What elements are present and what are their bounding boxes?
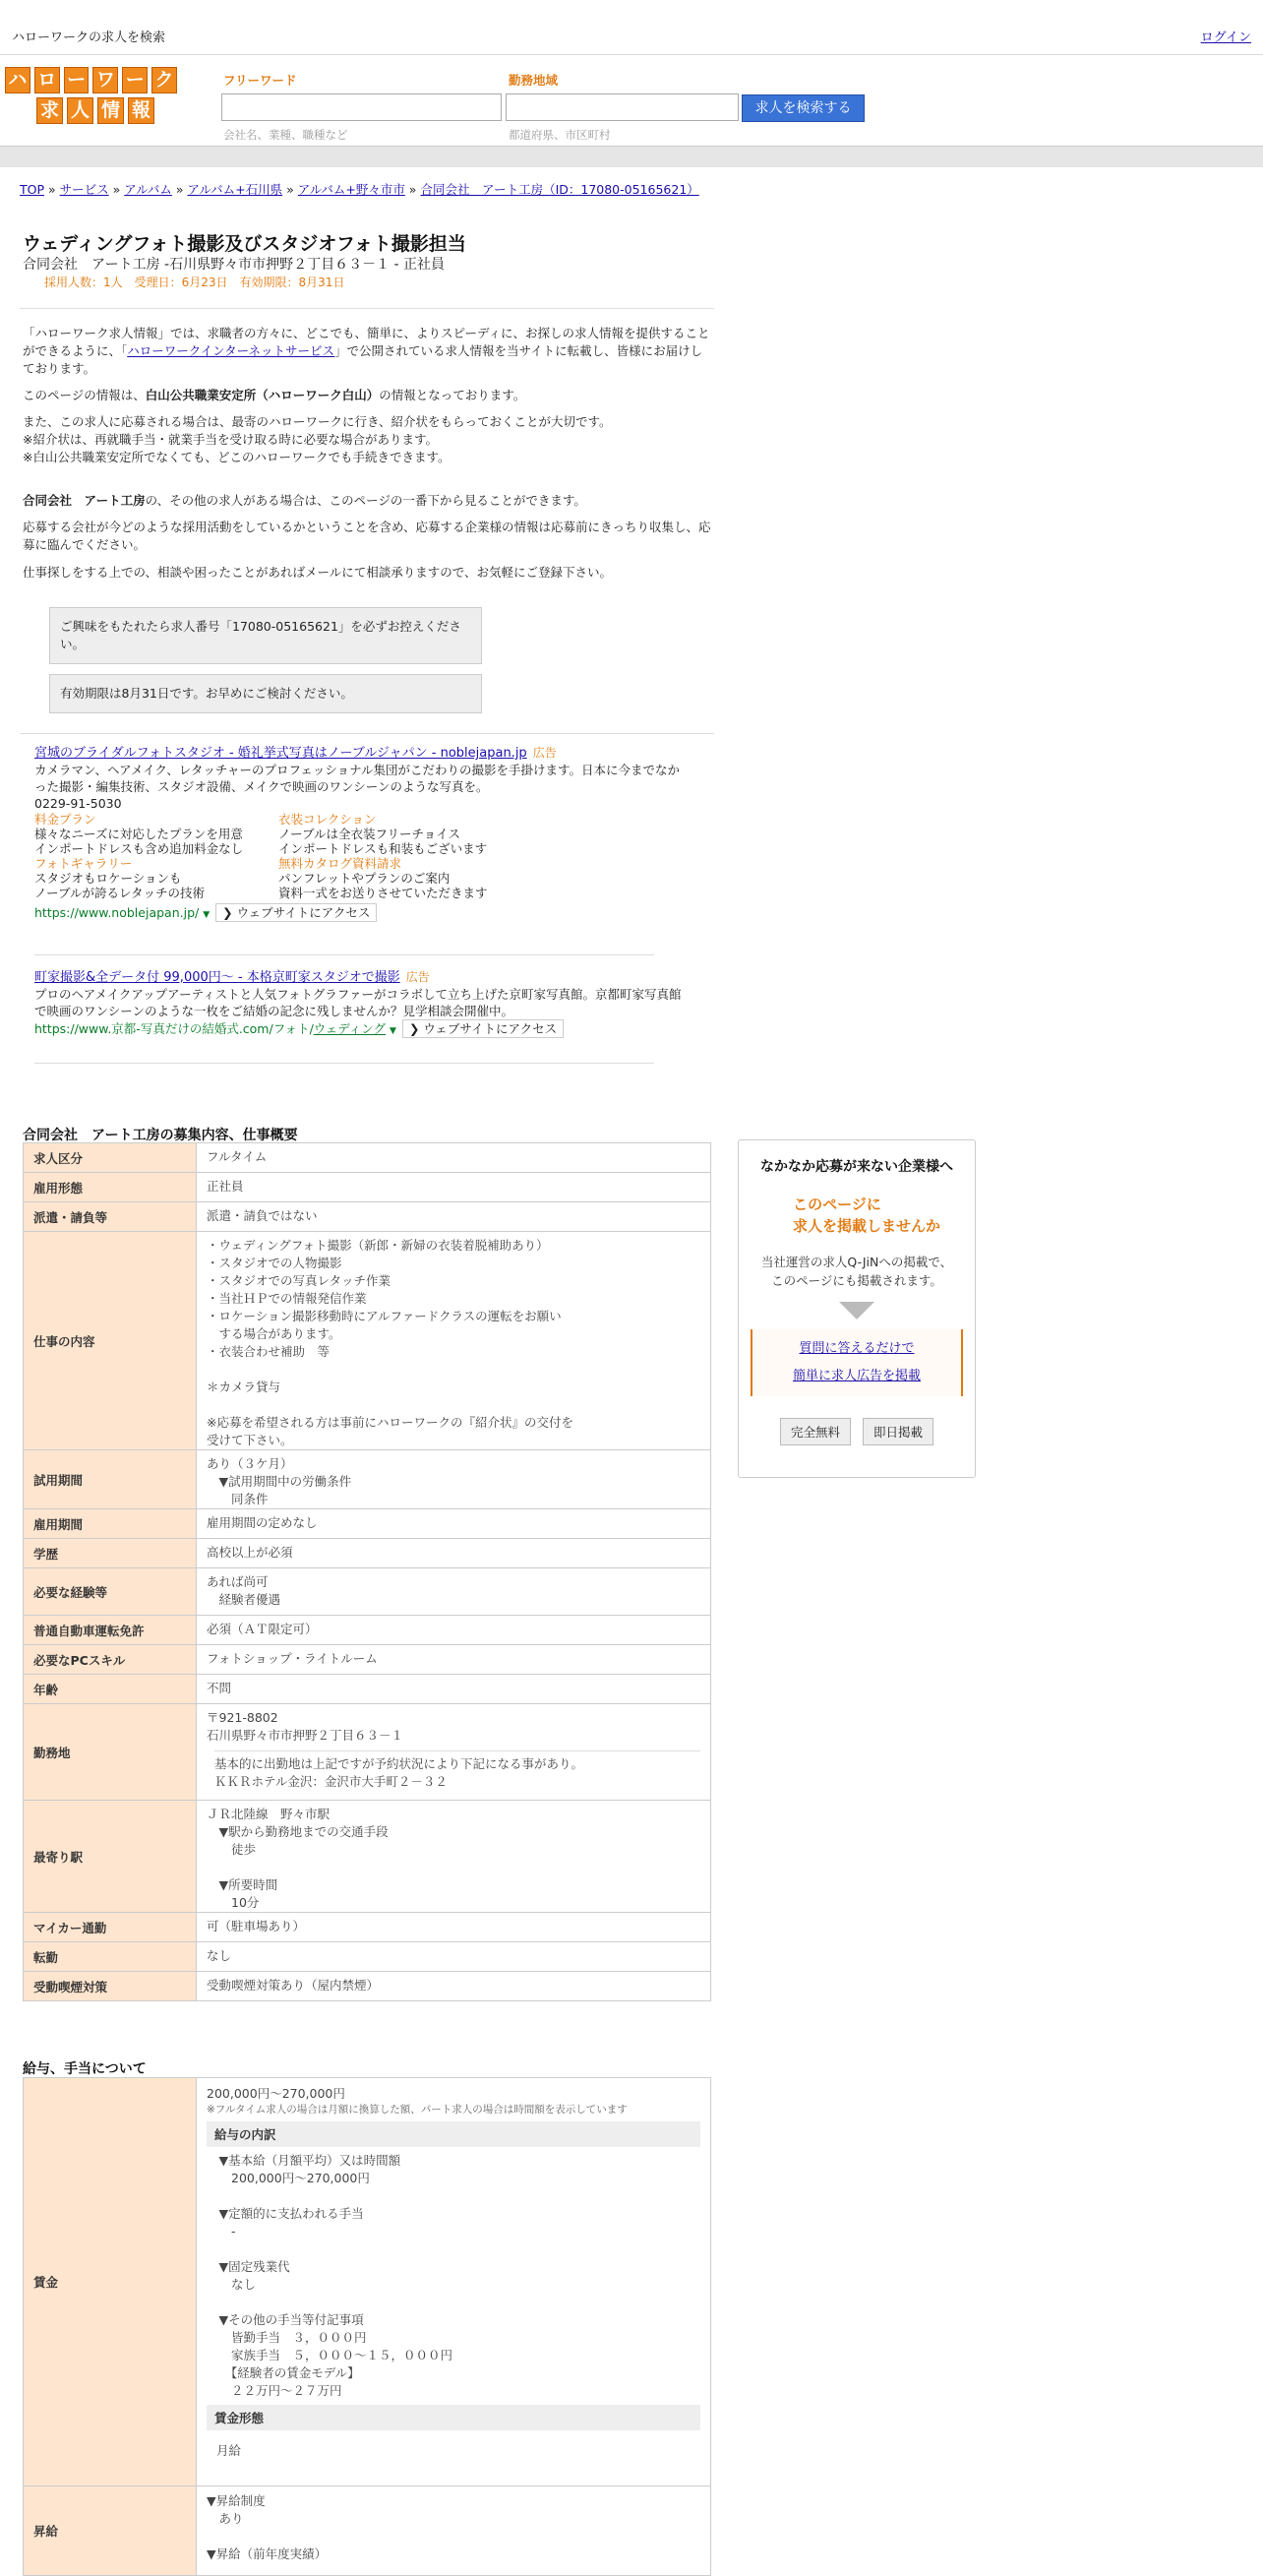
row-value	[197, 1913, 711, 1942]
row-label: 求人区分	[24, 1143, 197, 1173]
row-value-text: フォトショップ・ライトルーム	[207, 1651, 378, 1666]
row-value	[197, 1568, 711, 1616]
ad-phone[interactable]: 0229-91-5030	[34, 796, 122, 811]
hellowork-internet-service-link[interactable]: ハローワークインターネットサービス	[127, 343, 335, 358]
ad-url[interactable]: https://www.noblejapan.jp/	[34, 905, 200, 920]
sitelink-text: ノーブルが誇るレタッチの技術	[34, 886, 206, 900]
row-label: 勤務地	[24, 1704, 197, 1801]
intro-text: の情報となっております。	[379, 388, 526, 402]
sitelink-text: インポートドレスも含め追加料金なし	[34, 841, 244, 856]
row-value-text: ＪＲ北陸線 野々市駅 ▼駅から勤務地までの交通手段 徒歩 ▼所要時間 10分	[207, 1807, 389, 1910]
table-row	[24, 1645, 711, 1675]
advertise-links	[751, 1329, 963, 1396]
row-value	[197, 1173, 711, 1202]
row-value	[197, 1202, 711, 1232]
job-number-note: ご興味をもたれたら求人番号「17080-05165621」を必ずお控えください。	[49, 607, 482, 664]
caret-down-icon[interactable]: ▼	[390, 1026, 396, 1036]
free-badge[interactable]: 完全無料	[780, 1418, 851, 1445]
sitelink-text: ノーブルは全衣装フリーチョイス	[278, 827, 461, 841]
intro-paragraph-5: 応募する会社が今どのような採用活動をしているかということを含め、応募する企業様の情報は応募前にきっちり収集し、応募に臨んでください。	[23, 520, 711, 552]
ad-title-link[interactable]: 町家撮影&全データ付 99,000円～ - 本格京町家スタジオで撮影	[34, 970, 400, 985]
logo-char: ロ	[34, 67, 60, 93]
divider	[34, 954, 654, 955]
advertise-link-questions[interactable]: 質問に答えるだけで	[799, 1341, 915, 1356]
salary-note: ※フルタイム求人の場合は月額に換算した額、パート求人の場合は時間額を表示しています	[207, 2104, 628, 2116]
advertise-badges	[739, 1418, 975, 1445]
logo-char: ハ	[5, 67, 30, 93]
table-row	[24, 1675, 711, 1704]
intro-text: 」で公開されている求人情報を当サイトに転載し、皆様にお届けしております。	[23, 343, 703, 376]
row-value	[197, 1942, 711, 1972]
row-label: 転勤	[24, 1942, 197, 1972]
row-label: 年齢	[24, 1675, 197, 1704]
row-label: 雇用期間	[24, 1509, 197, 1539]
row-value	[197, 1450, 711, 1509]
job-title: ウェディングフォト撮影及びスタジオフォト撮影担当	[23, 233, 466, 255]
row-value	[197, 1972, 711, 2001]
row-label: 必要な経験等	[24, 1568, 197, 1616]
wage-form-heading: 賃金形態	[207, 2405, 700, 2430]
table-row	[24, 1143, 711, 1173]
visit-label: ウェブサイトにアクセス	[236, 905, 371, 920]
row-value	[197, 1704, 711, 1801]
salary-cell	[197, 2078, 711, 2486]
row-value-text: あれば尚可 経験者優遇	[207, 1574, 281, 1607]
table-row	[24, 2486, 711, 2576]
table-row	[24, 2078, 711, 2486]
office-name: 白山公共職業安定所（ハローワーク白山）	[145, 388, 380, 402]
row-value-text: 可（駐車場あり）	[207, 1919, 306, 1933]
row-value	[197, 1539, 711, 1568]
logo-char: ワ	[92, 67, 118, 93]
ad-title-link[interactable]: 宮城のブライダルフォトスタジオ - 婚礼挙式写真はノーブルジャパン - noblejapan.jp	[34, 746, 527, 761]
sitelink-text: インポートドレスも和装もございます	[278, 841, 488, 856]
caret-down-icon[interactable]: ▼	[203, 910, 210, 920]
breakdown-heading: 給与の内訳	[207, 2121, 700, 2147]
chevron-right-icon: ❯	[222, 905, 233, 920]
row-value	[197, 1616, 711, 1645]
section-title-salary: 給与、手当について	[23, 2061, 147, 2077]
table-row	[24, 1568, 711, 1616]
table-row	[24, 1913, 711, 1942]
area-hint: 都道府県、市区町村	[509, 128, 611, 142]
ad-sitelink[interactable]	[278, 856, 534, 900]
ad-url[interactable]: https://www.京都-写真だけの結婚式.com/フォト/	[34, 1021, 314, 1036]
same-day-badge[interactable]: 即日掲載	[863, 1418, 933, 1445]
breadcrumb: TOP » サービス » アルバム » アルバム+石川県 » アルバム+野々市市 » 合同会社 アート工房（ID：17080-05165621）	[20, 182, 699, 197]
row-label: 必要なPCスキル	[24, 1645, 197, 1675]
ad-url-keyword[interactable]: ウェディング	[313, 1021, 387, 1036]
table-row	[24, 1232, 711, 1450]
row-value	[197, 1509, 711, 1539]
row-value	[197, 1675, 711, 1704]
breadcrumb-album[interactable]: アルバム	[124, 182, 172, 197]
breadcrumb-service[interactable]: サービス	[59, 182, 109, 197]
row-value-text: 雇用期間の定めなし	[207, 1515, 318, 1530]
keyword-input[interactable]	[221, 93, 502, 121]
logo-char: ク	[151, 67, 177, 93]
intro-paragraph-1	[23, 325, 711, 378]
area-label: 勤務地域	[509, 73, 559, 88]
ad-badge: 広告	[532, 746, 557, 760]
row-label: 学歴	[24, 1539, 197, 1568]
sitelink-title[interactable]: 無料カタログ資料請求	[278, 856, 402, 871]
sitelink-title[interactable]: フォトギャラリー	[34, 856, 133, 871]
row-label: 派遣・請負等	[24, 1202, 197, 1232]
row-value-text: フルタイム	[207, 1149, 268, 1164]
wage-form: 月給	[216, 2443, 242, 2458]
visit-website-button[interactable]	[215, 903, 377, 922]
company-name: 合同会社 アート工房	[23, 493, 146, 508]
visit-website-button[interactable]	[402, 1019, 564, 1038]
intro-text: 「ハローワーク求人情報」では、求職者の方々に、どこでも、簡単に、よりスピーディに、お探しの求人情報を提供することができるように、「	[23, 326, 710, 358]
row-value-text: あり（３ケ月） ▼試用期間中の労働条件 同条件	[207, 1456, 352, 1506]
table-row	[24, 1509, 711, 1539]
salary-table	[23, 2077, 711, 2576]
table-row	[24, 1616, 711, 1645]
intro-paragraph-6: 仕事探しをする上での、相談や困ったことがあればメールにて相談承りますので、お気軽にご登録下さい。	[23, 565, 613, 580]
row-value-text: 高校以上が必須	[207, 1545, 293, 1560]
breadcrumb-top[interactable]: TOP	[20, 182, 45, 197]
ad-description: プロのヘアメイクアップアーティストと人気フォトグラファーがコラボして立ち上げた京町家写真館。京都町家写真館で映画のワンシーンのような一枚をご結婚の記念に残しませんか？見学相談会開催中。	[34, 987, 682, 1018]
row-label: 雇用形態	[24, 1173, 197, 1202]
row-value-text: 派遣・請負ではない	[207, 1208, 318, 1223]
job-meta: 採用人数：1人 受理日：6月23日 有効期限：8月31日	[44, 276, 345, 289]
logo-char: ー	[122, 67, 148, 93]
row-label: 受動喫煙対策	[24, 1972, 197, 2001]
row-label: 最寄り駅	[24, 1801, 197, 1913]
top-bar	[0, 0, 1263, 55]
sitelink-text: スタジオもロケーションも	[34, 871, 182, 886]
table-row	[24, 1450, 711, 1509]
row-value-text: 正社員	[207, 1179, 244, 1194]
breadcrumb-album-nonoichi[interactable]: アルバム+野々市市	[297, 182, 405, 197]
row-note: 基本的に出勤地は上記ですが予約状況により下記になる事があり。 ＫＫＲホテル金沢：金沢市大手町２－３２	[214, 1750, 700, 1791]
salary-breakdown: ▼基本給（月額平均）又は時間額 200,000円〜270,000円 ▼定額的に支払われる手当 - ▼固定残業代 なし ▼その他の手当等付記事項 皆勤手当 ３，０００円 家族手当 ５，０００～１５，０００円 【経験者の賃金モデル】 ２２万円～２７万円	[218, 2153, 453, 2398]
site-title: ハローワークの求人を検索	[12, 31, 166, 45]
row-label: 試用期間	[24, 1450, 197, 1509]
intro-paragraph-2	[23, 387, 711, 404]
sitelink-title[interactable]: 料金プラン	[34, 812, 96, 827]
table-row	[24, 1942, 711, 1972]
hellowork-logo[interactable]	[5, 67, 177, 122]
row-value-text: 不問	[207, 1681, 232, 1695]
advertise-link-post[interactable]: 簡単に求人広告を掲載	[792, 1369, 921, 1383]
advertise-description: 当社運営の求人Q-JiNへの掲載で、 このページにも掲載されます。	[760, 1255, 953, 1288]
deadline-note: 有効期限は8月31日です。お早めにご検討ください。	[49, 674, 482, 713]
row-value	[197, 1143, 711, 1173]
table-row	[24, 1801, 711, 1913]
row-label: 賃金	[24, 2078, 197, 2486]
row-label: 仕事の内容	[24, 1232, 197, 1450]
section-title-job-overview: 合同会社 アート工房の募集内容、仕事概要	[23, 1128, 298, 1143]
row-value-text: なし	[207, 1948, 232, 1963]
row-value-text: 必須（ＡＴ限定可）	[207, 1622, 318, 1636]
table-row	[24, 1539, 711, 1568]
ad-kyomachiya	[34, 968, 684, 1040]
logo-char: 人	[67, 97, 93, 124]
arrow-down-icon	[839, 1302, 874, 1319]
row-label: 普通自動車運転免許	[24, 1616, 197, 1645]
ad-sitelink[interactable]	[34, 856, 278, 900]
salary-range: 200,000円〜270,000円	[207, 2086, 345, 2101]
divider-bar	[0, 146, 1263, 167]
breadcrumb-album-ishikawa[interactable]: アルバム+石川県	[187, 182, 283, 197]
keyword-label: フリーワード	[223, 73, 297, 88]
row-value-text: 受動喫煙対策あり（屋内禁煙）	[207, 1978, 380, 1993]
intro-text: の、その他の求人がある場合は、このページの一番下から見ることができます。	[145, 493, 586, 508]
logo-char: ー	[64, 67, 90, 93]
row-value-text: 〒921-8802 石川県野々市市押野２丁目６３－１	[207, 1710, 404, 1743]
offer-line: 求人を掲載しませんか	[792, 1217, 940, 1235]
table-row	[24, 1972, 711, 2001]
keyword-hint: 会社名、業種、職種など	[223, 128, 348, 142]
advertise-title: なかなか応募が来ない企業様へ	[760, 1159, 953, 1175]
row-value-text: ・ウェディングフォト撮影（新郎・新婦の衣装着脱補助あり） ・スタジオでの人物撮影 ・スタジオでの写真レタッチ作業 ・当社ＨＰでの情報発信作業 ・ロケーション撮影移動時にアルファードクラスの運転をお願い する場合があります。 ・衣装合わせ補助 等 ＊カメラ貸与 ※応募を希望される方は事前にハローワークの『紹介状』の交付を 受けて下さい。	[207, 1238, 573, 1447]
visit-label: ウェブサイトにアクセス	[423, 1021, 558, 1036]
intro-text: このページの情報は、	[23, 388, 146, 402]
chevron-right-icon: ❯	[408, 1021, 420, 1036]
ad-badge: 広告	[405, 970, 430, 984]
row-value	[197, 1645, 711, 1675]
ad-sitelink[interactable]	[34, 812, 278, 856]
offer-line: このページに	[793, 1196, 881, 1213]
ad-description: カメラマン、ヘアメイク、レタッチャーのプロフェッショナル集団がこだわりの撮影を手掛けます。日本に今までなかった撮影・編集技術、スタジオ設備、メイクで映画のワンシーンのような写真を。	[34, 763, 681, 794]
logo-char: 求	[36, 97, 63, 124]
sitelink-text: パンフレットやプランのご案内	[278, 871, 451, 886]
advertise-offer	[739, 1194, 975, 1237]
logo-char: 報	[128, 97, 154, 124]
row-label: 昇給	[24, 2486, 197, 2576]
job-subtitle: 合同会社 アート工房 -石川県野々市市押野２丁目６３－１ - 正社員	[23, 257, 446, 273]
login-link[interactable]: ログイン	[1200, 31, 1251, 45]
intro-paragraph-3: また、この求人に応募される場合は、最寄のハローワークに行き、紹介状をもらっておくことが大切です。 ※紹介状は、再就職手当・就業手当を受け取る時に必要な場合があります。 ※白山公共職業安定所でなくても、どこのハローワークでも手続きできます。	[23, 414, 612, 464]
job-details-table	[23, 1142, 711, 2001]
advertise-box	[738, 1139, 976, 1478]
ad-noblejapan	[34, 744, 684, 924]
table-row	[24, 1704, 711, 1801]
table-row	[24, 1202, 711, 1232]
intro-paragraph-4	[23, 492, 711, 510]
ad-sitelink[interactable]	[278, 812, 534, 856]
divider	[34, 1063, 654, 1064]
row-value	[197, 1801, 711, 1913]
divider	[20, 308, 714, 309]
raise-cell: ▼昇給制度 あり ▼昇給（前年度実績）	[197, 2486, 711, 2576]
logo-char: 情	[97, 97, 124, 124]
sitelink-text: 資料一式をお送りさせていただきます	[278, 886, 488, 900]
area-input[interactable]	[506, 93, 739, 121]
sitelink-text: 様々なニーズに対応したプランを用意	[34, 827, 243, 841]
table-row	[24, 1173, 711, 1202]
search-button[interactable]: 求人を検索する	[742, 94, 865, 122]
row-label: マイカー通勤	[24, 1913, 197, 1942]
row-value	[197, 1232, 711, 1450]
divider	[20, 733, 714, 734]
breadcrumb-company[interactable]: 合同会社 アート工房（ID：17080-05165621）	[420, 182, 699, 197]
sitelink-title[interactable]: 衣装コレクション	[278, 812, 377, 827]
